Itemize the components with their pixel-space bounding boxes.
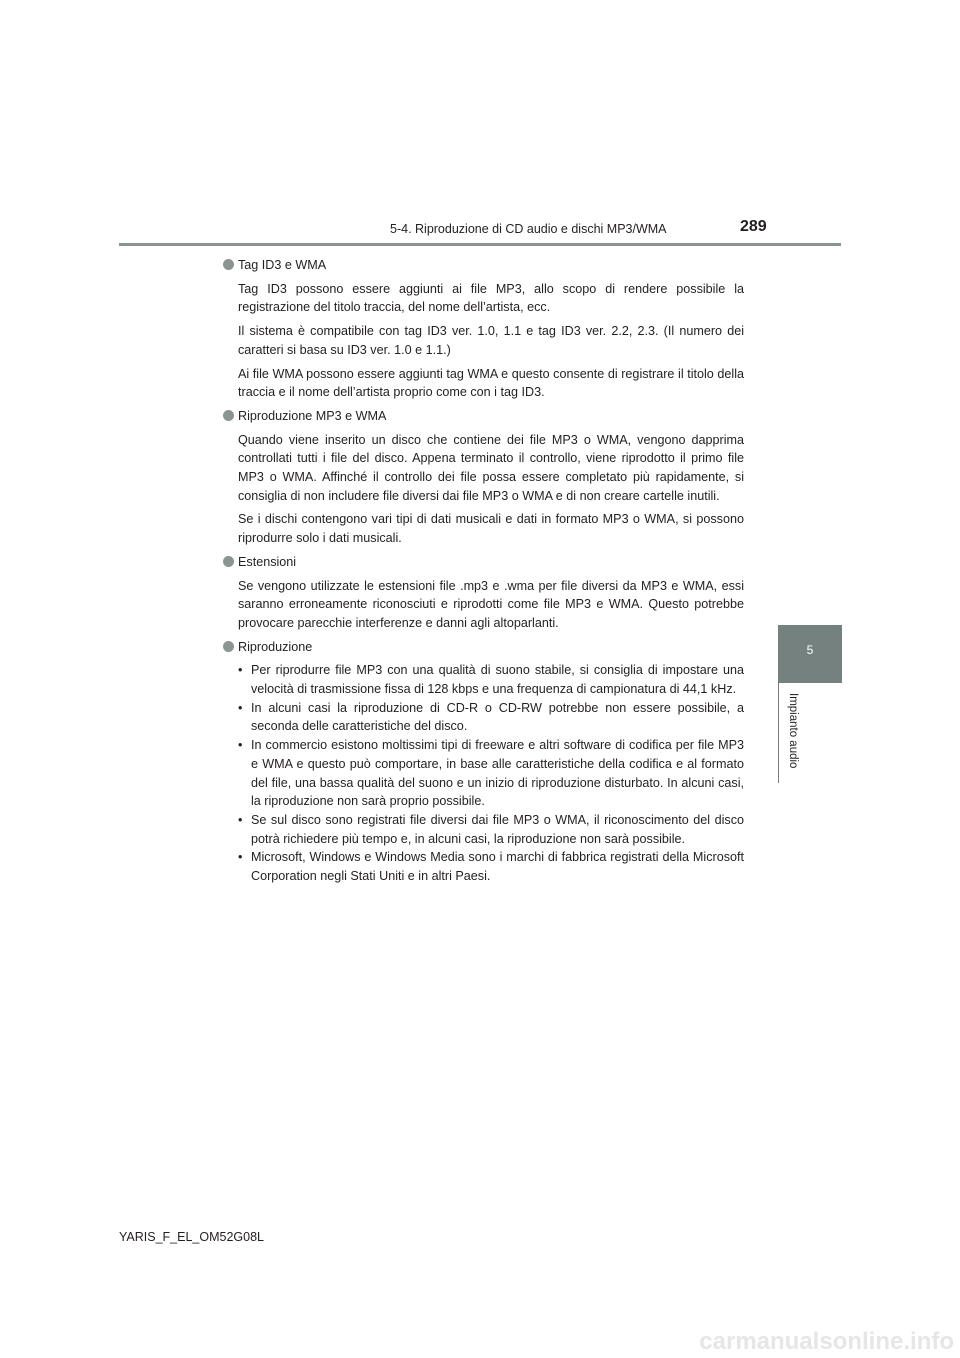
list-item [238,661,744,698]
list-item [238,736,744,811]
header-title: 5-4. Riproduzione di CD audio e dischi MP3/WMA [390,222,667,236]
paragraph: Ai file WMA possono essere aggiunti tag WMA e questo consente di registrare il titolo della traccia e il nome dell’artista proprio come con i tag ID3. [238,366,744,400]
paragraph: Se i dischi contengono vari tipi di dati musicali e dati in formato MP3 o WMA, si possono riprodurre solo i dati musicali. [238,512,744,546]
bullet-dot-icon [223,410,234,421]
section-heading [223,638,744,657]
section-heading-text: Riproduzione MP3 e WMA [238,408,387,423]
list-item-text: Microsoft, Windows e Windows Media sono i marchi di fabbrica registrati della Microsoft Corporation negli Stati Uniti e in altri Paesi. [251,850,744,884]
header-rule [119,243,841,246]
list-item-text: Se sul disco sono registrati file diversi dai file MP3 o WMA, il riconoscimento del disco potrà richiedere più tempo e, in alcuni casi, la riproduzione non sarà possibile. [251,812,744,846]
bullet-mark: • [238,663,243,678]
bullet-list [238,661,744,885]
bullet-mark: • [238,812,243,827]
section-tag-id3 [223,256,744,402]
paragraph: Se vengono utilizzate le estensioni file .mp3 e .wma per file diversi da MP3 e WMA, essi saranno erroneamente riconosciuti e riprodotti come file MP3 e WMA. Questo potrebbe provocare parecchie interferenze e danni agli altoparlanti. [238,578,744,630]
list-item-text: In commercio esistono moltissimi tipi di freeware e altri software di codifica per file MP3 e WMA e questo può comportare, in base alle caratteristiche della codifica e al formato del file, una bassa qualità del suono e un inizio di riproduzione disturbato. In alcuni casi, la riproduzione non sarà proprio possibile. [251,738,744,809]
section-estensioni [223,553,744,633]
bullet-mark: • [238,850,243,865]
chapter-tab [778,625,842,683]
bullet-dot-icon [223,556,234,567]
bullet-mark: • [238,700,243,715]
list-item [238,811,744,848]
paragraph: Quando viene inserito un disco che contiene dei file MP3 o WMA, vengono dapprima controllati tutti i file del disco. Appena terminato il controllo, viene riprodotto il primo file MP3 o WMA. Affinché il controllo dei file possa essere completato più rapidamente, si consiglia di non includere file diversi dai file MP3 o WMA e di non creare cartelle inutili. [238,432,744,503]
list-item-text: In alcuni casi la riproduzione di CD-R o CD-RW potrebbe non essere possibile, a seconda delle caratteristiche del disco. [251,700,744,734]
footer-code: YARIS_F_EL_OM52G08L [119,1230,264,1244]
main-content [223,256,744,886]
section-heading-text: Estensioni [238,554,297,569]
bullet-mark: • [238,738,243,753]
section-heading [223,407,744,426]
chapter-name: Impianto audio [787,693,799,769]
list-item [238,848,744,885]
chapter-number: 5 [806,643,814,657]
section-heading [223,256,744,275]
section-heading-text: Riproduzione [238,639,313,654]
bullet-dot-icon [223,259,234,270]
bullet-dot-icon [223,641,234,652]
section-heading-text: Tag ID3 e WMA [238,258,327,272]
paragraph: Tag ID3 possono essere aggiunti ai file MP3, allo scopo di rendere possibile la registrazione del titolo traccia, del nome dell’artista, ecc. [238,281,744,315]
section-riproduzione [223,638,744,886]
list-item [238,699,744,736]
section-riproduzione-mp3-wma [223,407,744,548]
paragraph: Il sistema è compatibile con tag ID3 ver. 1.0, 1.1 e tag ID3 ver. 2.2, 2.3. (Il numero dei caratteri si basa su ID3 ver. 1.0 e 1.1.) [238,324,744,357]
section-heading [223,553,744,572]
list-item-text: Per riprodurre file MP3 con una qualità di suono stabile, si consiglia di impostare una velocità di trasmissione fissa di 128 kbps e una frequenza di campionatura di 44,1 kHz. [251,663,744,697]
page-number: 289 [740,218,767,235]
watermark: carmanualsonline.info [699,1328,954,1355]
